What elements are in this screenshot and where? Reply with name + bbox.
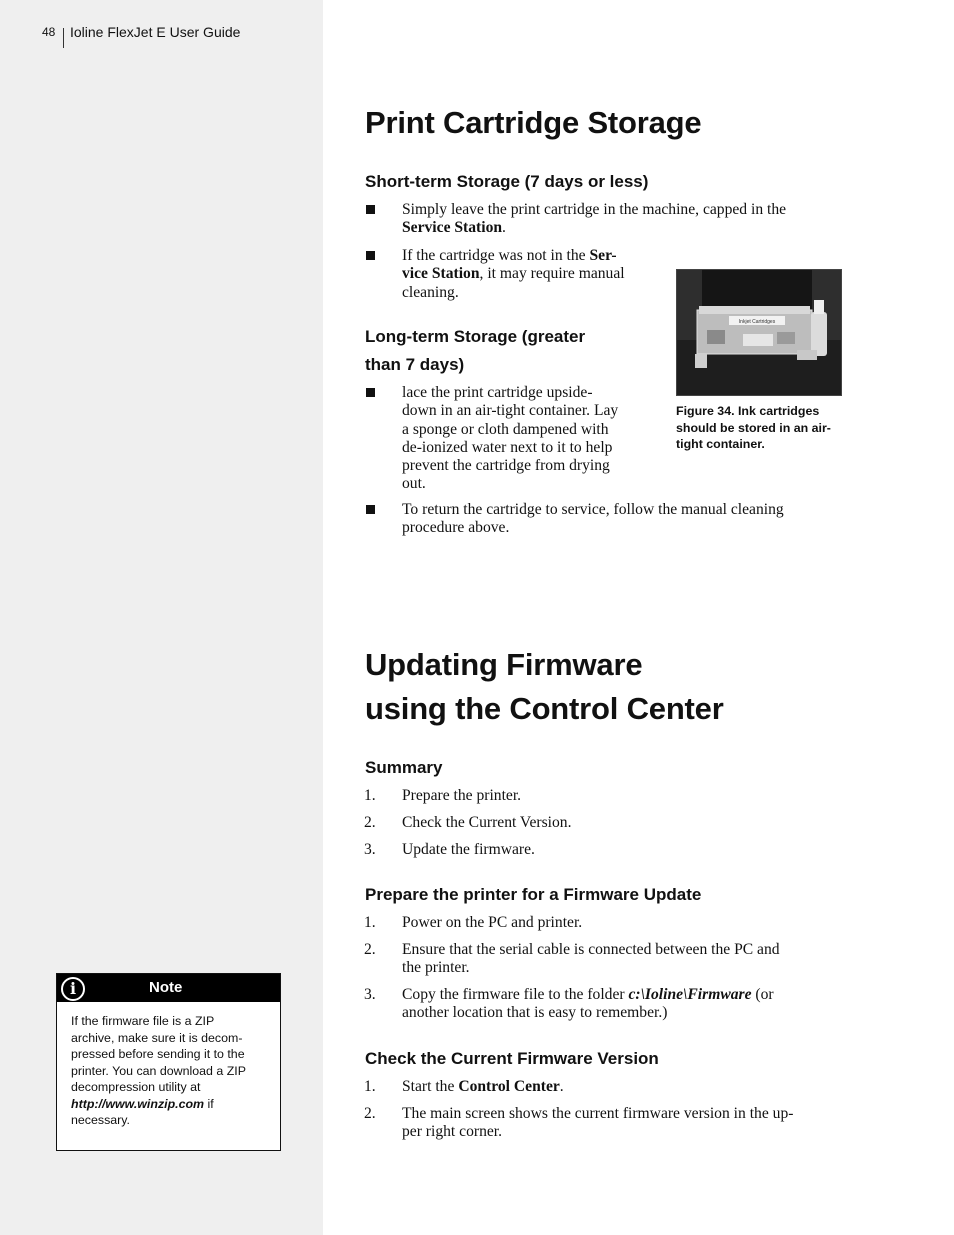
heading-long-term-storage-line2: than 7 days) — [365, 355, 465, 374]
section-title-updating-firmware-line1: Updating Firmware — [365, 647, 643, 682]
figure-caption: Figure 34. Ink cartridges should be stored in an air- tight container. — [676, 404, 831, 451]
heading-short-term-storage: Short-term Storage (7 days or less) — [365, 172, 649, 191]
summary-item-2: Check the Current Version. — [402, 814, 572, 831]
long-term-bullet-2: To return the cartridge to service, follow the manual cleaning procedure above. — [402, 501, 784, 537]
bullet-marker — [366, 388, 375, 397]
summary-item-1: Prepare the printer. — [402, 787, 522, 804]
bullet-marker — [366, 251, 375, 260]
winzip-link[interactable]: http://www.winzip.com — [71, 1096, 205, 1111]
section-title-updating-firmware-line2: using the Control Center — [365, 691, 724, 726]
page-number: 48 — [42, 25, 56, 39]
check-item-1: Start the Control Center. — [402, 1078, 564, 1095]
heading-check-firmware-version: Check the Current Firmware Version — [365, 1049, 659, 1068]
list-number: 1. — [364, 787, 376, 804]
note-text: If the firmware file is a ZIP archive, make sure it is decom- pressed before sending it to the printer. You can download a ZIP decompression utility at http://www.winzip.com if necessary. — [71, 1014, 246, 1127]
info-icon: i — [61, 977, 85, 1001]
bullet-marker — [366, 205, 375, 214]
heading-summary: Summary — [365, 758, 443, 777]
prepare-item-2: Ensure that the serial cable is connected between the PC and the printer. — [402, 941, 780, 977]
list-number: 3. — [364, 841, 376, 858]
list-number: 2. — [364, 814, 376, 831]
list-number: 2. — [364, 1105, 376, 1122]
list-number: 1. — [364, 914, 376, 931]
short-term-bullet-2: If the cartridge was not in the Ser- vice Station, it may require manual cleaning. — [402, 247, 625, 301]
note-box — [56, 973, 281, 1151]
heading-prepare-printer: Prepare the printer for a Firmware Update — [365, 885, 702, 904]
heading-long-term-storage-line1: Long-term Storage (greater — [365, 327, 586, 346]
note-title: Note — [149, 979, 183, 996]
note-header — [57, 974, 280, 1002]
header-divider — [63, 28, 64, 48]
svg-text:Inkjet Cartridges: Inkjet Cartridges — [738, 319, 776, 325]
figure-ink-cartridges-photo — [676, 269, 842, 396]
list-number: 1. — [364, 1078, 376, 1095]
photo-illustration — [677, 270, 841, 395]
prepare-item-3: Copy the firmware file to the folder c:\Ioline\Firmware (or another location that is easy to remember.) — [402, 986, 774, 1022]
prepare-item-1: Power on the PC and printer. — [402, 914, 583, 931]
check-item-2: The main screen shows the current firmware version in the up- per right corner. — [402, 1105, 794, 1141]
long-term-bullet-1: lace the print cartridge upside- down in an air-tight container. Lay a sponge or cloth dampened with de-ionized water next to it to help prevent the cartridge from drying out. — [402, 384, 619, 493]
guide-title: Ioline FlexJet E User Guide — [70, 24, 241, 40]
list-number: 2. — [364, 941, 376, 958]
short-term-bullet-1: Simply leave the print cartridge in the machine, capped in the Service Station. — [402, 201, 787, 237]
list-number: 3. — [364, 986, 376, 1003]
section-title-print-cartridge-storage: Print Cartridge Storage — [365, 105, 702, 140]
firmware-folder-path: c:\Ioline\Firmware — [628, 986, 752, 1003]
summary-item-3: Update the firmware. — [402, 841, 535, 858]
bullet-marker — [366, 505, 375, 514]
